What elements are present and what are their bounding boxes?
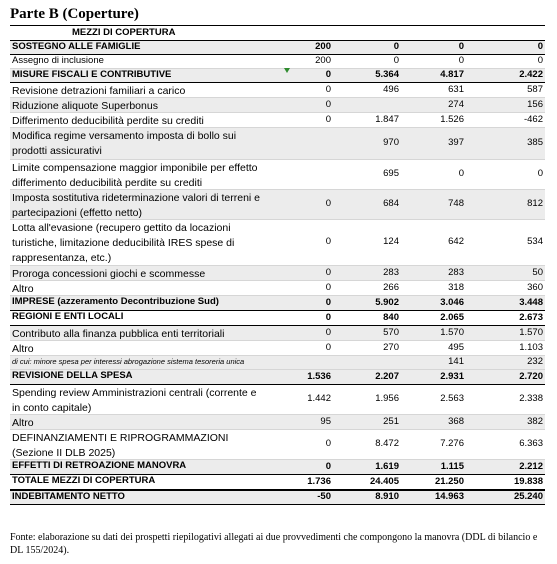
value-cell: 0	[537, 41, 543, 53]
value-cell: 534	[527, 236, 543, 248]
row-label: Riduzione aliquote Superbonus	[12, 100, 158, 112]
table-row	[10, 83, 545, 98]
row-label: Proroga concessioni giochi e scommesse	[12, 268, 206, 280]
value-cell: 695	[383, 168, 399, 180]
row-label: Assegno di inclusione	[12, 55, 104, 66]
value-cell: 570	[383, 326, 399, 338]
section-title: Parte B (Coperture)	[10, 6, 139, 22]
value-cell: 0	[325, 460, 331, 472]
value-cell: 95	[320, 415, 331, 427]
value-cell: 360	[527, 281, 543, 293]
value-cell: 141	[448, 356, 464, 368]
value-cell: 156	[527, 98, 543, 110]
value-cell: 0	[458, 41, 464, 53]
row-label: Limite compensazione maggior imponibile per effetto differimento deducibilità perdite su crediti	[12, 162, 258, 189]
value-cell: 8.910	[375, 491, 399, 503]
table-row	[10, 55, 545, 69]
table-row	[10, 113, 545, 128]
value-cell: 21.250	[434, 475, 464, 487]
value-cell: 382	[527, 415, 543, 427]
table-header	[10, 25, 545, 41]
value-cell: 0	[325, 266, 331, 278]
value-cell: 0	[325, 69, 331, 81]
row-label: REGIONI E ENTI LOCALI	[12, 311, 124, 322]
row-label: REVISIONE DELLA SPESA	[12, 370, 133, 381]
value-cell: 6.363	[519, 438, 543, 450]
row-label: Lotta all'evasione (recupero gettito da locazioni turistiche, limitazione deducibilità IRES spese di rappresentanza, etc.)	[12, 222, 235, 264]
table-row	[10, 341, 545, 356]
value-cell	[264, 160, 333, 189]
table-row	[10, 490, 545, 505]
value-cell: 495	[448, 341, 464, 353]
value-cell: 251	[383, 415, 399, 427]
value-cell: 124	[383, 236, 399, 248]
value-cell: 0	[458, 55, 464, 67]
value-cell: 496	[383, 83, 399, 95]
table-row	[10, 311, 545, 326]
footnote: Fonte: elaborazione su dati dei prospetti riepilogativi allegati ai due provvedimenti che compongono la manovra (DDL di bilancio e DL 155/2024).	[10, 532, 538, 556]
value-cell	[264, 356, 333, 369]
value-cell: 840	[383, 311, 399, 323]
value-cell: 274	[448, 98, 464, 110]
row-label: DEFINANZIAMENTI E RIPROGRAMMAZIONI (Sezione II DLB 2025)	[12, 432, 229, 459]
value-cell: 266	[383, 281, 399, 293]
value-cell: 0	[325, 281, 331, 293]
value-cell: 1.619	[375, 460, 399, 472]
value-cell: 2.720	[519, 370, 543, 382]
value-cell: -50	[317, 491, 331, 503]
value-cell: 4.817	[440, 69, 464, 81]
value-cell: 2.673	[519, 311, 543, 323]
value-cell	[264, 128, 333, 159]
value-cell: 0	[325, 198, 331, 210]
table-row	[10, 415, 545, 430]
value-cell: 0	[325, 98, 331, 110]
value-cell: 1.570	[440, 326, 464, 338]
value-cell: 1.442	[307, 393, 331, 405]
table-row	[10, 41, 545, 55]
table-row	[10, 190, 545, 220]
table-body	[10, 41, 545, 505]
value-cell	[333, 98, 401, 112]
row-label: IMPRESE (azzeramento Decontribuzione Sud)	[12, 296, 219, 307]
value-cell: 1.736	[307, 475, 331, 487]
row-label: EFFETTI DI RETROAZIONE MANOVRA	[12, 460, 187, 471]
table-row	[10, 475, 545, 490]
table-row	[10, 220, 545, 266]
row-label: Altro	[12, 283, 34, 295]
table-row	[10, 128, 545, 160]
row-label: Spending review Amministrazioni centrali (corrente e in conto capitale)	[12, 387, 257, 414]
value-cell: 1.956	[375, 393, 399, 405]
value-cell: 2.065	[440, 311, 464, 323]
table-row	[10, 98, 545, 113]
row-label: Imposta sostitutiva rideterminazione valori di terreni e partecipazioni (effetto netto)	[12, 192, 261, 219]
value-cell: 0	[325, 236, 331, 248]
table-row	[10, 326, 545, 341]
table-row	[10, 69, 545, 83]
value-cell: 283	[448, 266, 464, 278]
row-label: MISURE FISCALI E CONTRIBUTIVE	[12, 69, 172, 80]
value-cell: 2.563	[440, 393, 464, 405]
row-label: Modifica regime versamento imposta di bollo sui prodotti assicurativi	[12, 130, 237, 157]
value-cell: 0	[325, 326, 331, 338]
table-row	[10, 356, 545, 370]
row-label: Contributo alla finanza pubblica enti territoriali	[12, 328, 225, 340]
value-cell: 283	[383, 266, 399, 278]
table-row	[10, 385, 545, 415]
value-cell: 0	[325, 438, 331, 450]
value-cell: 0	[325, 83, 331, 95]
value-cell: 2.338	[519, 393, 543, 405]
value-cell: 1.570	[519, 326, 543, 338]
value-cell: 631	[448, 83, 464, 95]
value-cell: 19.838	[513, 475, 543, 487]
header-label: MEZZI DI COPERTURA	[72, 27, 176, 38]
value-cell: 385	[527, 137, 543, 149]
row-label: TOTALE MEZZI DI COPERTURA	[12, 475, 156, 486]
value-cell: 14.963	[434, 491, 464, 503]
table-row	[10, 460, 545, 475]
value-cell: 2.422	[519, 69, 543, 81]
value-cell: 0	[393, 55, 399, 67]
value-cell: 0	[325, 311, 331, 323]
value-cell: 587	[527, 83, 543, 95]
table-row	[10, 430, 545, 460]
value-cell: 1.103	[519, 341, 543, 353]
value-cell: 812	[527, 198, 543, 210]
row-label: Revisione detrazioni familiari a carico	[12, 85, 186, 97]
value-cell: 5.902	[375, 296, 399, 308]
value-cell: 3.448	[519, 296, 543, 308]
value-cell: 318	[448, 281, 464, 293]
value-cell: 8.472	[375, 438, 399, 450]
row-label: di cui: minore spesa per interessi abrogazione sistema tesoreria unica	[12, 357, 245, 366]
row-label: INDEBITAMENTO NETTO	[12, 491, 125, 502]
value-cell: 0	[458, 168, 464, 180]
value-cell	[333, 356, 401, 369]
value-cell: 970	[383, 137, 399, 149]
value-cell: 0	[393, 41, 399, 53]
value-cell: 232	[527, 356, 543, 368]
cell-comment-marker	[284, 68, 290, 73]
value-cell: 0	[325, 113, 331, 125]
value-cell: 1.847	[375, 113, 399, 125]
table-row	[10, 296, 545, 311]
value-cell: 642	[448, 236, 464, 248]
coverage-table	[10, 25, 545, 505]
table-row	[10, 281, 545, 296]
table-row	[10, 160, 545, 190]
value-cell: 397	[448, 137, 464, 149]
value-cell: 7.276	[440, 438, 464, 450]
value-cell: 270	[383, 341, 399, 353]
value-cell: 2.931	[440, 370, 464, 382]
value-cell: 2.207	[375, 370, 399, 382]
value-cell: 748	[448, 198, 464, 210]
value-cell: -462	[523, 113, 543, 125]
value-cell: 200	[315, 41, 331, 53]
value-cell: 1.115	[440, 460, 464, 472]
value-cell: 1.526	[440, 113, 464, 125]
value-cell: 0	[537, 55, 543, 67]
value-cell: 0	[537, 168, 543, 180]
value-cell: 368	[448, 415, 464, 427]
value-cell: 24.405	[369, 475, 399, 487]
value-cell: 2.212	[519, 460, 543, 472]
row-label: Altro	[12, 343, 34, 355]
row-label: Differimento deducibilità perdite su crediti	[12, 115, 204, 127]
value-cell: 0	[325, 341, 331, 353]
table-row	[10, 266, 545, 281]
row-label: SOSTEGNO ALLE FAMIGLIE	[12, 41, 141, 52]
value-cell: 200	[315, 55, 331, 67]
value-cell: 0	[325, 296, 331, 308]
value-cell: 25.240	[513, 491, 543, 503]
table-row	[10, 370, 545, 385]
row-label: Altro	[12, 417, 34, 429]
value-cell: 684	[383, 198, 399, 210]
value-cell: 50	[532, 266, 543, 278]
value-cell: 3.046	[440, 296, 464, 308]
value-cell: 5.364	[375, 69, 399, 81]
value-cell: 1.536	[307, 370, 331, 382]
